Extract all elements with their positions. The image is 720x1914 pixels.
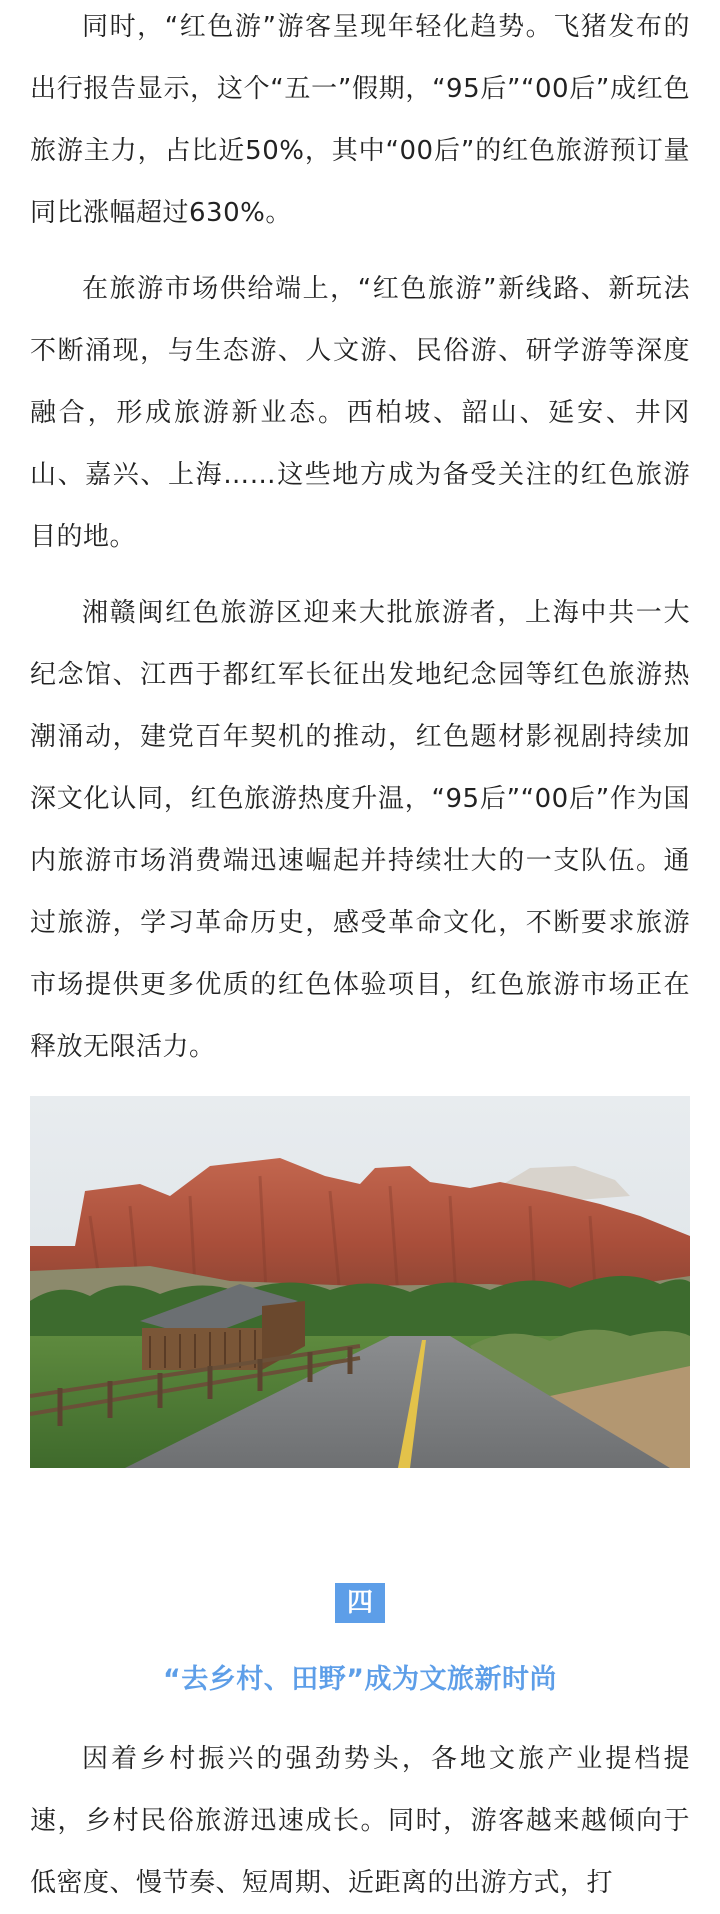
landscape-photo [30,1096,690,1468]
section-title: “去乡村、田野”成为文旅新时尚 [163,1664,557,1695]
article-paragraph: 湘赣闽红色旅游区迎来大批旅游者，上海中共一大纪念馆、江西于都红军长征出发地纪念园等红色旅游热潮涌动，建党百年契机的推动，红色题材影视剧持续加深文化认同，红色旅游热度升温，“95后”“00后”作为国内旅游市场消费端迅速崛起并持续壮大的一支队伍。通过旅游，学习革命历史，感受革命文化，不断要求旅游市场提供更多优质的红色体验项目，红色旅游市场正在释放无限活力。 [30,598,690,1062]
section-number-badge: 四 [335,1583,385,1623]
article-paragraph: 同时，“红色游”游客呈现年轻化趋势。飞猪发布的出行报告显示，这个“五一”假期，“95后”“00后”成红色旅游主力，占比近50%，其中“00后”的红色旅游预订量同比涨幅超过630%。 [30,12,690,228]
article-paragraph: 在旅游市场供给端上，“红色旅游”新线路、新玩法不断涌现，与生态游、人文游、民俗游、研学游等深度融合，形成旅游新业态。西柏坡、韶山、延安、井冈山、嘉兴、上海……这些地方成为备受关注的红色旅游目的地。 [30,274,690,552]
article-paragraph: 因着乡村振兴的强劲势头，各地文旅产业提档提速，乡村民俗旅游迅速成长。同时，游客越来越倾向于低密度、慢节奏、短周期、近距离的出游方式，打 [30,1744,690,1898]
